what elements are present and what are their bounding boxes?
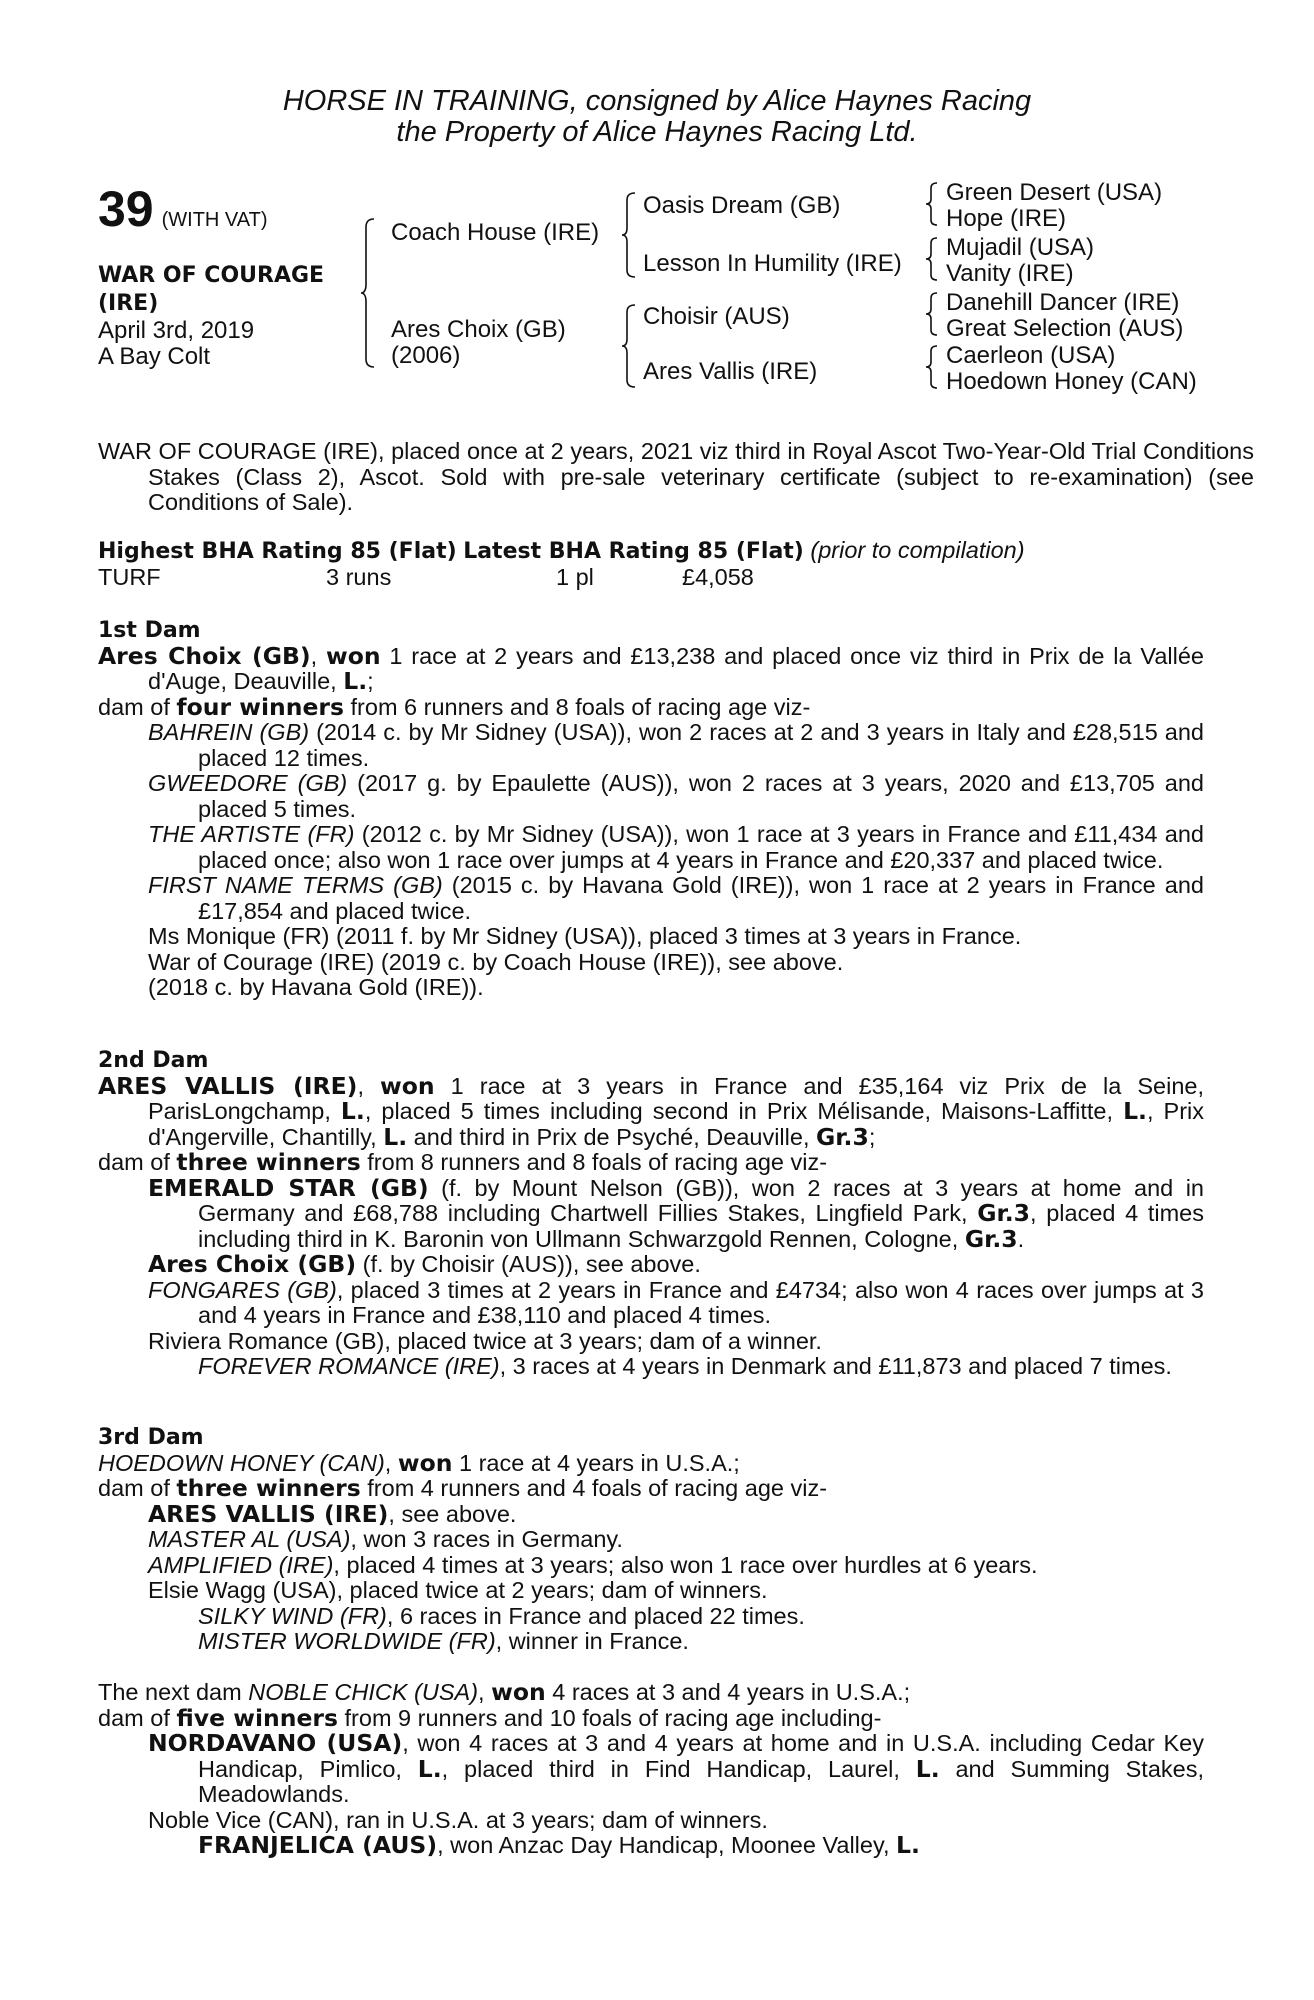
produce-item: FRANJELICA (AUS), won Anzac Day Handicap, Moonee Valley, L. (198, 1831, 920, 1859)
consignor-line: HORSE IN TRAINING, consigned by Alice Haynes Racing (282, 85, 1032, 117)
pedigree-sire-sire: Oasis Dream (GB) (643, 192, 841, 219)
latest-rating: Latest BHA Rating 85 (Flat) (463, 539, 804, 564)
vat-label: (WITH VAT) (161, 209, 268, 231)
pedigree-brace-3b (925, 237, 939, 281)
lot-summary: WAR OF COURAGE (IRE), placed once at 2 years, 2021 viz third in Royal Ascot Two-Year-Old Trial Conditions Stakes (Class 2), Ascot. Sold with pre-sale veterinary certificate (subject to re-examination) (see Conditions of Sale). (98, 438, 1254, 515)
property-line: the Property of Alice Haynes Racing Ltd. (396, 116, 918, 148)
section-heading: 1st Dam (98, 618, 201, 643)
runs: 3 runs (326, 563, 392, 590)
pedigree-dds: Caerleon (USA) (946, 342, 1116, 369)
highest-rating: Highest BHA Rating 85 (Flat) (98, 539, 457, 564)
dam-record: ARES VALLIS (IRE), won 1 race at 3 years in France and £35,164 viz Prix de la Seine, ParisLongchamp, L., placed 5 times including second in Prix Mélisande, Maisons-Laffitte, L., Prix d'Angerville, Chantilly, L. and third in Prix de Psyché, Deauville, Gr.3; (98, 1071, 1204, 1151)
pedigree-brace-3a (925, 182, 939, 226)
produce-item: Ares Choix (GB) (f. by Choisir (AUS)), see above. (148, 1250, 701, 1278)
surface: TURF (98, 563, 161, 590)
pedigree-sire-dam: Lesson In Humility (IRE) (643, 250, 902, 277)
pedigree-brace-3d (925, 345, 939, 389)
pedigree-dam: Ares Choix (GB) (391, 316, 566, 343)
pedigree-sss: Green Desert (USA) (946, 179, 1163, 206)
produce-item: BAHREIN (GB) (2014 c. by Mr Sidney (USA)), won 2 races at 2 and 3 years in Italy and £28,515 and placed 12 times. (148, 719, 1204, 771)
dam-produce-summary: dam of four winners from 6 runners and 8 foals of racing age viz- (98, 692, 811, 721)
section-heading: 3rd Dam (98, 1425, 204, 1450)
foaling-date: April 3rd, 2019 (98, 317, 255, 344)
produce-item: MISTER WORLDWIDE (FR), winner in France. (198, 1628, 689, 1654)
earnings: £4,058 (682, 563, 754, 590)
produce-item: FONGARES (GB), placed 3 times at 2 years in France and £4734; also won 4 races over jumps at 3 and 4 years in France and £38,110 and placed 4 times. (148, 1276, 1204, 1328)
produce-item: EMERALD STAR (GB) (f. by Mount Nelson (GB)), won 2 races at 3 years at home and in Germany and £68,788 including Chartwell Fillies Stakes, Lingfield Park, Gr.3, placed 4 times including third in K. Baronin von Ullmann Schwarzgold Rennen, Cologne, Gr.3. (148, 1173, 1204, 1253)
rating-section (98, 538, 1204, 591)
next-dam-section (98, 1680, 1204, 1859)
third-dam-section (98, 1425, 1204, 1655)
pedigree-sdd: Vanity (IRE) (946, 260, 1074, 287)
produce-item: THE ARTISTE (FR) (2012 c. by Mr Sidney (USA)), won 1 race at 3 years in France and £11,434 and placed once; also won 1 race over jumps at 4 years in France and £20,337 and placed twice. (148, 821, 1204, 873)
pedigree-sire: Coach House (IRE) (391, 219, 600, 246)
pedigree-dam-sire: Choisir (AUS) (643, 303, 790, 330)
dam-record: HOEDOWN HONEY (CAN), won 1 race at 4 years in U.S.A.; (98, 1448, 740, 1477)
pedigree-brace-2a (621, 192, 637, 278)
lot-number-block (98, 181, 268, 237)
pedigree-ddd: Hoedown Honey (CAN) (946, 368, 1197, 395)
pedigree-sds: Mujadil (USA) (946, 234, 1095, 261)
produce-item: Elsie Wagg (USA), placed twice at 2 years; dam of winners. (148, 1577, 768, 1603)
pedigree-ssd: Hope (IRE) (946, 205, 1067, 232)
produce-item: ARES VALLIS (IRE), see above. (148, 1499, 517, 1528)
produce-item: AMPLIFIED (IRE), placed 4 times at 3 years; also won 1 race over hurdles at 6 years. (148, 1551, 1038, 1578)
second-dam-section (98, 1048, 1204, 1380)
rating-line (98, 538, 1204, 565)
produce-item: Noble Vice (CAN), ran in U.S.A. at 3 years; dam of winners. (148, 1806, 768, 1833)
pedigree-dam-year: (2006) (391, 342, 461, 369)
produce-item: Ms Monique (FR) (2011 f. by Mr Sidney (USA)), placed 3 times at 3 years in France. (148, 923, 1022, 949)
pedigree-dam-dam: Ares Vallis (IRE) (643, 358, 818, 385)
pedigree-dsd: Great Selection (AUS) (946, 315, 1184, 342)
produce-item: FOREVER ROMANCE (IRE), 3 races at 4 years in Denmark and £11,873 and placed 7 times. (198, 1353, 1172, 1379)
produce-item: War of Courage (IRE) (2019 c. by Coach House (IRE)), see above. (148, 948, 844, 975)
horse-name (98, 262, 324, 318)
section-heading: 2nd Dam (98, 1048, 209, 1073)
pedigree-dss: Danehill Dancer (IRE) (946, 289, 1180, 316)
produce-item: GWEEDORE (GB) (2017 g. by Epaulette (AUS)), won 2 races at 3 years, 2020 and £13,705 and placed 5 times. (148, 770, 1204, 822)
rating-note: (prior to compilation) (810, 537, 1025, 563)
dam-produce-summary: dam of three winners from 8 runners and 8 foals of racing age viz- (98, 1148, 828, 1176)
horse-description: A Bay Colt (98, 343, 211, 370)
produce-item: Riviera Romance (GB), placed twice at 3 years; dam of a winner. (148, 1327, 822, 1354)
produce-item: NORDAVANO (USA), won 4 races at 3 and 4 years at home and in U.S.A. including Cedar Key Handicap, Pimlico, L., placed third in Find Handicap, Laurel, L. and Summing Stakes, Meadowlands. (148, 1729, 1204, 1807)
dam-produce-summary: dam of three winners from 4 runners and 4 foals of racing age viz- (98, 1474, 828, 1502)
pedigree-brace-3c (925, 292, 939, 336)
produce-item: FIRST NAME TERMS (GB) (2015 c. by Havana Gold (IRE)), won 1 race at 2 years in France and £17,854 and placed twice. (148, 872, 1204, 924)
first-dam-section (98, 618, 1204, 1001)
produce-item: MASTER AL (USA), won 3 races in Germany. (148, 1526, 623, 1552)
lot-number: 39 (98, 181, 154, 237)
dam-produce-summary: dam of five winners from 9 runners and 10 foals of racing age including- (98, 1703, 882, 1732)
pedigree-brace-2b (621, 304, 637, 388)
placings: 1 pl (556, 563, 594, 590)
horse-name-line2: (IRE) (98, 291, 159, 316)
produce-item: SILKY WIND (FR), 6 races in France and placed 22 times. (198, 1602, 805, 1629)
dam-record: Ares Choix (GB), won 1 race at 2 years and £13,238 and placed once viz third in Prix de la Vallée d'Auge, Deauville, L.; (98, 641, 1204, 695)
produce-item: (2018 c. by Havana Gold (IRE)). (148, 974, 484, 1000)
horse-name-line1: WAR OF COURAGE (98, 263, 325, 288)
pedigree-brace-1 (360, 218, 376, 368)
dam-record: The next dam NOBLE CHICK (USA), won 4 races at 3 and 4 years in U.S.A.; (98, 1678, 911, 1706)
race-record-row (98, 565, 1204, 591)
